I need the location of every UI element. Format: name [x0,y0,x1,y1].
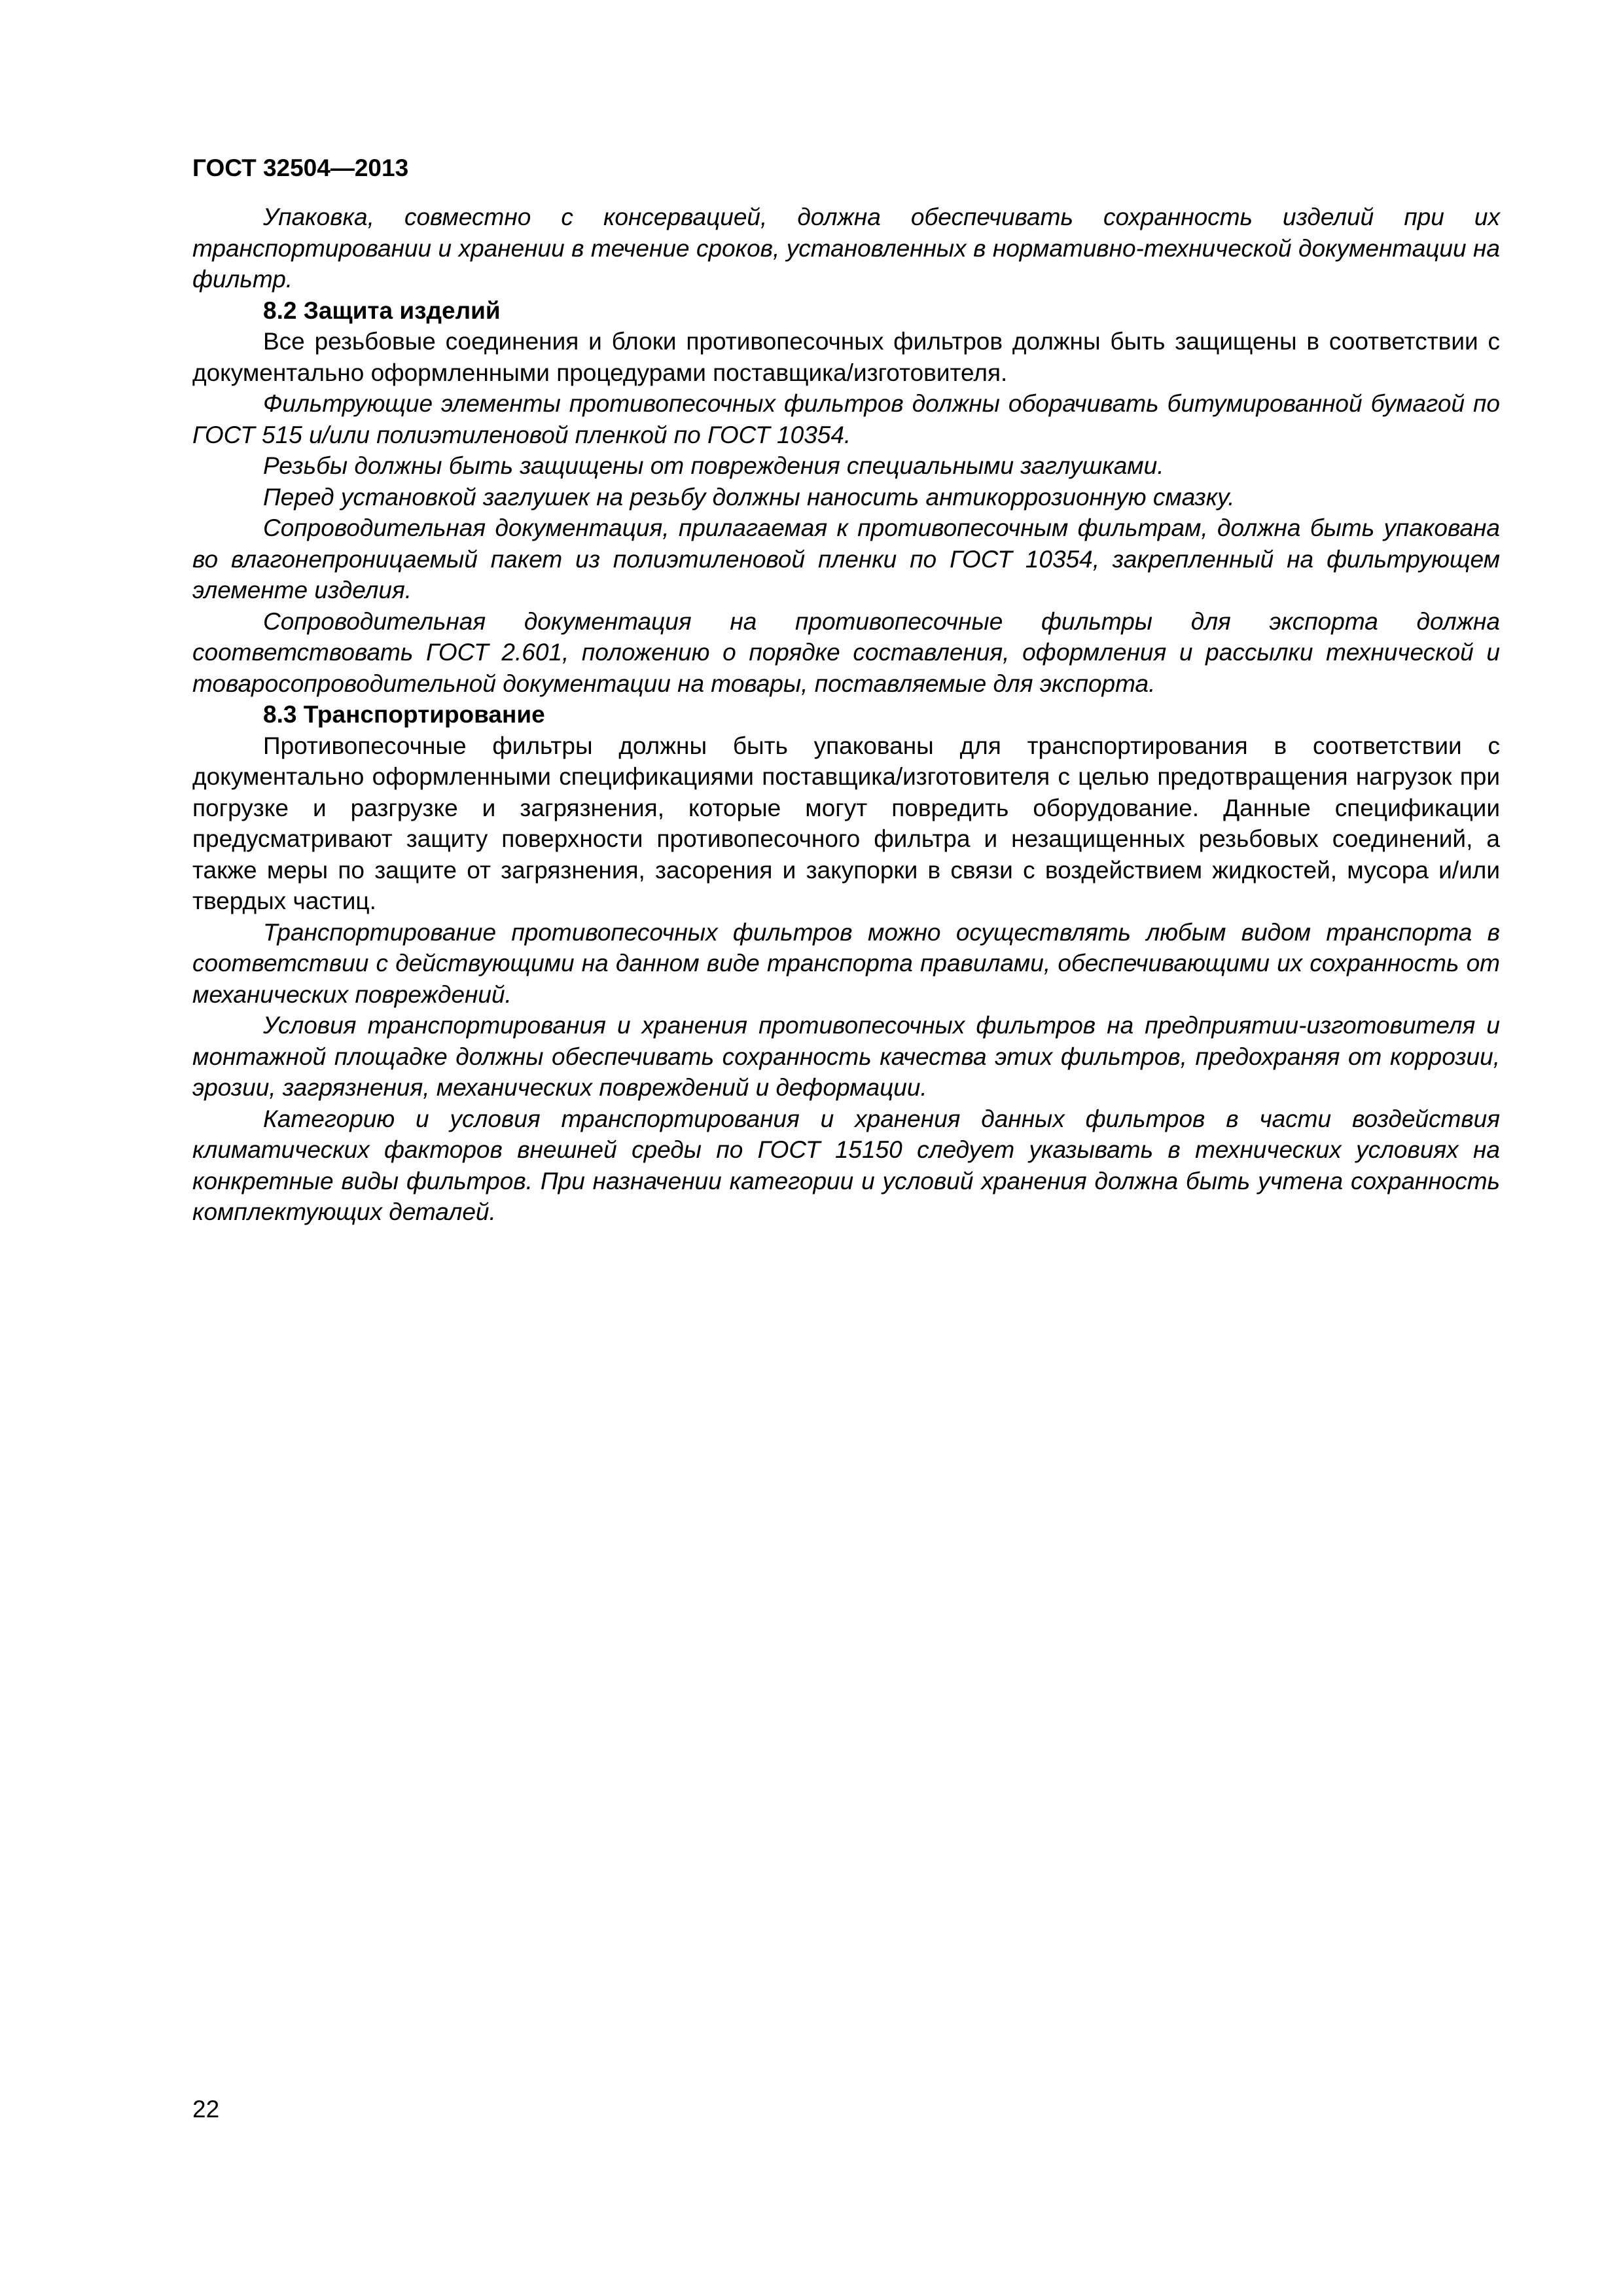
paragraph-thread-protection: Все резьбовые соединения и блоки противопесочных фильтров должны быть защищены в соответствии с документально оформленными процедурами поставщика/изготовителя. [192,328,1500,386]
paragraph-export-docs: Сопроводительная документация на противопесочные фильтры для экспорта должна соответствовать ГОСТ 2.601, положению о порядке составления, оформления и рассылки технической и товаросопроводительной документации на товары, поставляемые для экспорта. [192,607,1500,697]
paragraph-climatic-category: Категорию и условия транспортирования и хранения данных фильтров в части воздействия климатических факторов внешней среды по ГОСТ 15150 следует указывать в технических условиях на конкретные виды фильтров. При назначении категории и условий хранения должна быть учтена сохранность комплектующих деталей. [192,1105,1500,1225]
section-heading-8-3: 8.3 Транспортирование [263,701,545,728]
paragraph-transport-mode: Транспортирование противопесочных фильтров можно осуществлять любым видом транспорта в соответствии с действующими на данном виде транспорта правилами, обеспечивающими их сохранность от механических повреждений. [192,918,1500,1008]
paragraph-thread-caps: Резьбы должны быть защищены от повреждения специальными заглушками. [263,452,1164,479]
paragraph-accompanying-docs: Сопроводительная документация, прилагаемая к противопесочным фильтрам, должна быть упакована во влагонепроницаемый пакет из полиэтиленовой пленки по ГОСТ 10354, закрепленный на фильтрующем элементе изделия. [192,514,1500,603]
paragraph-packaging: Упаковка, совместно с консервацией, должна обеспечивать сохранность изделий при их транспортировании и хранении в течение сроков, установленных в нормативно-технической документации на фильтр. [192,204,1500,293]
section-heading-8-2: 8.2 Защита изделий [263,296,501,324]
paragraph-transport-packaging: Противопесочные фильтры должны быть упакованы для транспортирования в соответствии с документально оформленными спецификациями поставщика/изготовителя с целью предотвращения нагрузок при погрузке и разгрузке и загрязнения, которые могут повредить оборудование. Данные спецификации предусматривают защиту поверхности противопесочного фильтра и незащищенных резьбовых соединений, а также меры по защите от загрязнения, засорения и закупорки в связи с воздействием жидкостей, мусора и/или твердых частиц. [192,732,1500,914]
paragraph-anticorrosion: Перед установкой заглушек на резьбу должны наносить антикоррозионную смазку. [263,483,1235,511]
standard-designation: ГОСТ 32504—2013 [192,154,409,181]
page-number: 22 [192,2096,220,2123]
page-body [192,202,1500,1228]
paragraph-transport-conditions: Условия транспортирования и хранения противопесочных фильтров на предприятии-изготовителя и монтажной площадке должны обеспечивать сохранность качества этих фильтров, предохраняя от коррозии, эрозии, загрязнения, механических повреждений и деформации. [192,1012,1500,1101]
paragraph-filter-wrapping: Фильтрующие элементы противопесочных фильтров должны оборачивать битумированной бумагой по ГОСТ 515 и/или полиэтиленовой пленкой по ГОСТ 10354. [192,390,1500,448]
